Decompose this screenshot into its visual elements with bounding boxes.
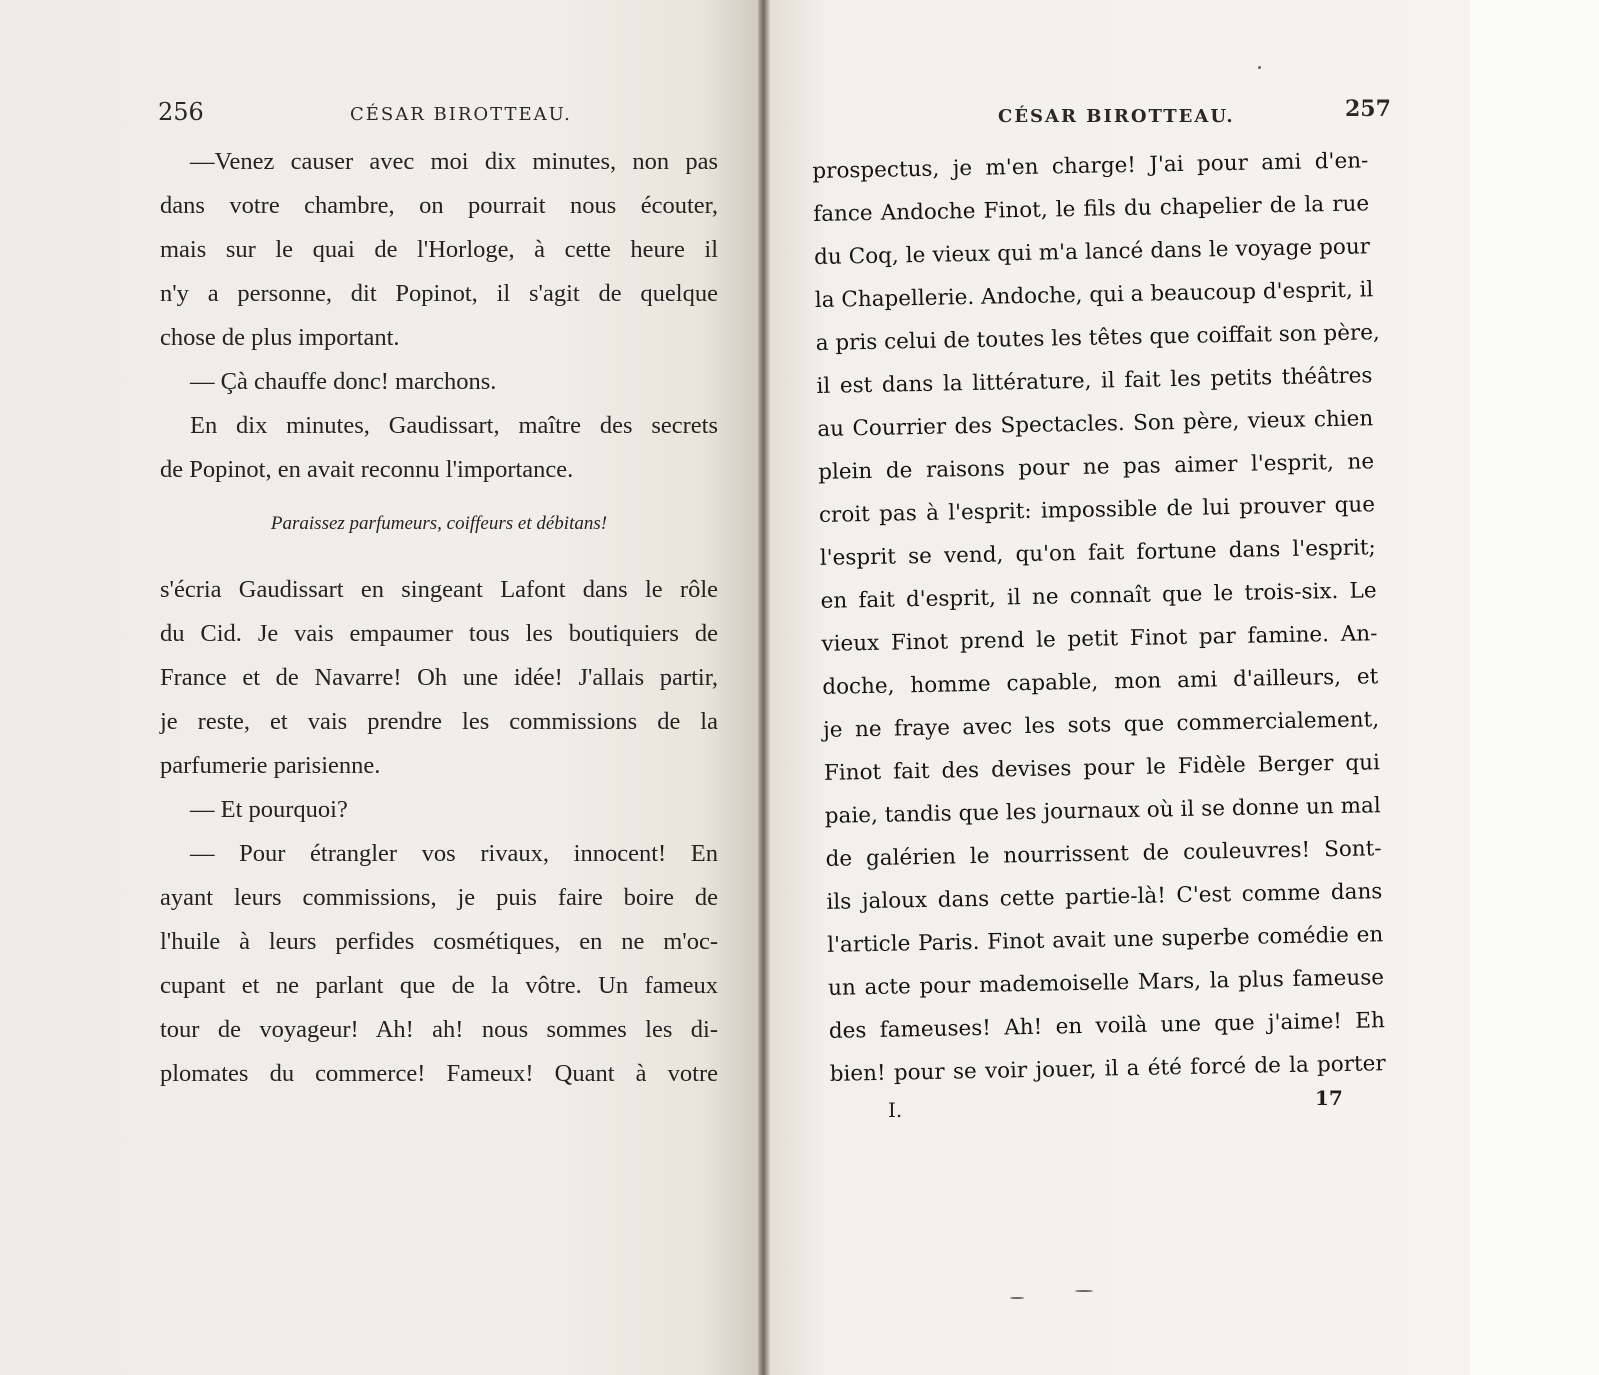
text-line: tour de voyageur! Ah! ah! nous sommes les di- — [160, 1016, 718, 1043]
left-running-title: CÉSAR BIROTTEAU. — [350, 104, 572, 125]
text-line: Finot fait des devises pour le Fidèle Berger qui — [823, 750, 1381, 786]
text-line: un acte pour mademoiselle Mars, la plus fameuse — [827, 965, 1385, 1001]
text-line: — Pour étrangler vos rivaux, innocent! En — [190, 840, 718, 867]
ink-speck — [1258, 66, 1261, 69]
text-line: ils jaloux dans cette partie-là! C'est comme dans — [826, 879, 1383, 915]
text-line: France et de Navarre! Oh une idée! J'allais partir, — [160, 664, 718, 691]
text-line: — Et pourquoi? — [190, 796, 348, 823]
left-page-number: 256 — [158, 98, 204, 126]
text-line: au Courrier des Spectacles. Son père, vieux chien — [817, 406, 1374, 442]
quoted-verse: Paraissez parfumeurs, coiffeurs et débitans! — [270, 513, 608, 534]
right-running-title: CÉSAR BIROTTEAU. — [998, 106, 1235, 127]
text-line: paie, tandis que les journaux où il se donne un mal — [824, 793, 1381, 829]
signature-mark: I. — [888, 1098, 903, 1122]
right-page — [770, 0, 1470, 1375]
text-line: dans votre chambre, on pourrait nous écouter, — [160, 192, 718, 219]
text-line: En dix minutes, Gaudissart, maître des secrets — [190, 412, 718, 439]
signature-number: 17 — [1315, 1086, 1343, 1110]
text-line: cupant et ne parlant que de la vôtre. Un fameux — [160, 972, 718, 999]
right-page-number: 257 — [1345, 96, 1391, 122]
left-running-head — [0, 100, 762, 140]
text-line: des fameuses! Ah! en voilà une que j'aime! Eh — [828, 1008, 1386, 1044]
text-line: mais sur le quai de l'Horloge, à cette heure il — [160, 236, 718, 263]
left-page — [0, 0, 762, 1375]
text-line: bien! pour se voir jouer, il a été forcé de la porter — [829, 1051, 1386, 1087]
text-line: la Chapellerie. Andoche, qui a beaucoup d'esprit, il — [814, 277, 1374, 313]
text-line: l'huile à leurs perfides cosmétiques, en ne m'oc- — [160, 928, 718, 955]
text-line: de galérien le nourrissent de couleuvres! Sont- — [825, 836, 1382, 872]
text-line: doche, homme capable, mon ami d'ailleurs, et — [822, 664, 1379, 700]
text-line: du Coq, le vieux qui m'a lancé dans le voyage pour — [813, 234, 1371, 270]
text-line: vieux Finot prend le petit Finot par famine. An- — [821, 621, 1378, 657]
text-line: — Çà chauffe donc! marchons. — [190, 368, 497, 395]
text-line: —Venez causer avec moi dix minutes, non pas — [190, 148, 718, 175]
text-line: plein de raisons pour ne pas aimer l'esprit, ne — [817, 449, 1375, 485]
text-line: je ne fraye avec les sots que commercialement, — [822, 707, 1380, 743]
text-line: parfumerie parisienne. — [160, 752, 381, 779]
text-line: fance Andoche Finot, le fils du chapelier de la rue — [812, 191, 1370, 227]
text-line: s'écria Gaudissart en singeant Lafont dans le rôle — [160, 576, 718, 603]
book-gutter — [758, 0, 770, 1375]
text-line: il est dans la littérature, il fait les petits théâtres — [816, 363, 1373, 399]
right-running-head — [770, 96, 1470, 140]
text-line: ayant leurs commissions, je puis faire boire de — [160, 884, 718, 911]
text-line: n'y a personne, dit Popinot, il s'agit de quelque — [160, 280, 718, 307]
text-line: plomates du commerce! Fameux! Quant à votre — [160, 1060, 718, 1087]
text-line: l'article Paris. Finot avait une superbe comédie en — [827, 922, 1384, 958]
text-line: chose de plus important. — [160, 324, 400, 351]
text-line: en fait d'esprit, il ne connaît que le trois-six. Le — [820, 578, 1377, 614]
right-page-text — [812, 139, 1386, 1087]
ink-speck — [1010, 1297, 1024, 1299]
ink-speck — [1075, 1290, 1093, 1292]
text-line: je reste, et vais prendre les commissions de la — [160, 708, 718, 735]
text-line: prospectus, je m'en charge! J'ai pour ami d'en- — [812, 148, 1369, 184]
background-edge — [1470, 0, 1599, 1375]
text-line: croit pas à l'esprit: impossible de lui prouver que — [818, 492, 1376, 528]
text-line: a pris celui de toutes les têtes que coiffait son père, — [815, 320, 1380, 356]
text-line: de Popinot, en avait reconnu l'importance. — [160, 456, 574, 483]
text-line: du Cid. Je vais empaumer tous les boutiquiers de — [160, 620, 718, 647]
text-line: l'esprit se vend, qu'on fait fortune dans l'esprit; — [819, 535, 1376, 571]
